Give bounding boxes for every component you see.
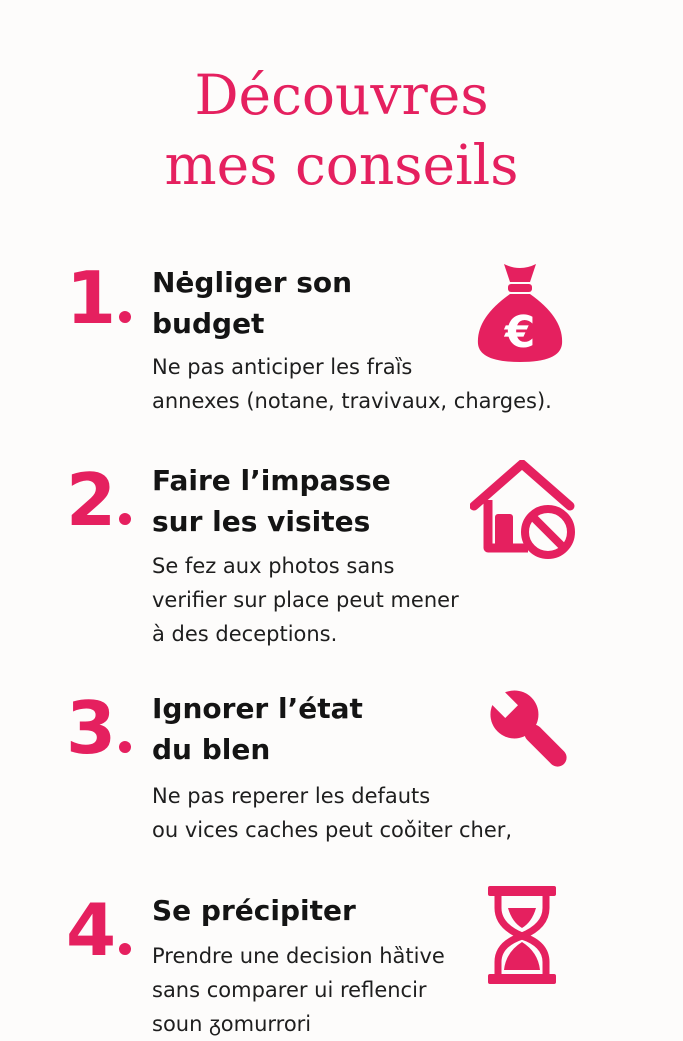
- title-line: mes conseils: [164, 133, 519, 197]
- house-forbidden-icon: [470, 460, 578, 560]
- tip-number: 1: [66, 262, 131, 334]
- euro-money-bag-icon: [468, 258, 572, 366]
- svg-text:€: €: [504, 307, 536, 358]
- tip-number: 3: [66, 692, 131, 764]
- tip-heading: Faire l’impasse sur les visites: [152, 464, 391, 538]
- hourglass-icon: [486, 886, 558, 986]
- tip-heading: Nėgliger son budget: [152, 266, 353, 340]
- page-title: [0, 60, 683, 200]
- tip-heading: Ignorer l’état du blen: [152, 692, 363, 766]
- tip-description: Se fez aux photos sans verifier sur place peut mener à des deceptions.: [152, 554, 459, 646]
- tip-description: Ne pas anticiper les fraȉs annexes (notane, travivaux, charges).: [152, 355, 552, 413]
- tip-description: Ne pas reperer les defauts ou vices caches peut coǒiter cher,: [152, 784, 513, 842]
- tip-heading: Se précipiter: [152, 894, 356, 927]
- tip-number: 4: [66, 894, 131, 966]
- tip-description: Prendre une decision hȁtive sans comparer ui reflencir soun ᵹomurrori: [152, 944, 445, 1036]
- wrench-icon: [480, 680, 580, 780]
- title-line: Découvres: [194, 63, 489, 127]
- tip-number: 2: [66, 464, 131, 536]
